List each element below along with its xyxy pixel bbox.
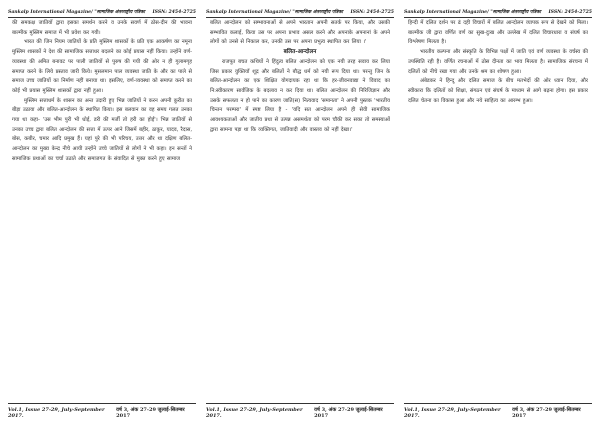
header-issn: ISSN: 2454-2725: [548, 10, 592, 15]
paragraph: बलित आन्दोलन को सम्भावनाओं से अपने भारतान अपनी सतर्क पर किया, और उसकी सम्भावित कलाई, किया उस पर अपना प्रभाव असल करने और अपनाके अपनानां के अपने लोगों को उनसे से निकाल कर, उनकी उस पर अपना प्रभुत्व स्थापित कर लिया ।': [210, 20, 390, 46]
footer-volume: Vol.1, Issue 27-29, July-September 2017.: [404, 407, 501, 419]
paragraph: भारत की जिन नियम जातियों के प्रति मुस्लिम शासकों के प्रति एक आकर्षण का नमूना मुस्लिम शासकों ने देश की सामाजिक सत्ताधर बदलने का कोई प्रयास नहीं किया। उन्होंने वर्ण-व्यवस्था की अमित बनावट पर पाली जातियों से पुरुष की गयी की ओर न ही गुलामगृह समाप्त करने के लिये प्रस्ताव जारी किये। मुसलमान पाल व्यवस्था जाति के और का पाले से समाज उच्च जातियों का निर्माण नहीं बनाया था। इसलिए, वर्ण-व्यवस्था को समाप्त करने का कोई भी प्रयास मुस्लिम शासकों द्वारा नहीं हुआ।: [12, 39, 192, 94]
paragraph: भारतीय कल्पना और संस्कृति के विभिन्न पक्षों में जाति एवं वर्ण व्यवस्था के वर्चस्व की उपस्थिति रही है। वर्णित रचनाओं में ठोस दीनता का भाव मिलता है। सामाजिक संरचना में दलितों को नीचे रखा गया और उनके श्रम का शोषण हुआ।: [408, 49, 588, 75]
footer-issue-hindi: वर्ष 3, अंक 27-29 जुलाई-सितम्बर 2017: [314, 407, 383, 419]
journal-page-right: [402, 0, 594, 424]
header-issn: ISSN: 2454-2725: [152, 10, 196, 15]
header-magazine-title: Sankalp International Magazine/ "सामाजिक अंतरराष्ट्रीय पत्रिका: [206, 10, 343, 15]
footer-issue-hindi: वर्ष 3, अंक 27-29 जुलाई-सितम्बर 2017: [512, 407, 581, 419]
page-body: [408, 19, 588, 398]
footer-volume: Vol.1, Issue 27-29, July-September 2017.: [8, 407, 105, 419]
footer-issue-hindi: वर्ष 3, अंक 27-29 जुलाई-सितम्बर 2017: [116, 407, 185, 419]
page-footer: [206, 403, 394, 419]
page-header: [206, 5, 394, 18]
header-magazine-title: Sankalp International Magazine/ "सामाजिक अंतरराष्ट्रीय पत्रिका: [8, 10, 145, 15]
page-header: [8, 5, 196, 18]
page-footer: [404, 403, 592, 419]
paragraph: हिन्दी में दलित दर्शन पर ढं दही विचारों में बलित आन्दोलन व्यापक रूप से देखने को मिला। बाल्मीक जी द्वारा वर्णित वर्ण का सुख-दुःख और उल्लेख में दलित विचारधारा व संघर्ष का विश्लेषण मिलता है।: [408, 20, 588, 46]
paragraph: की समकक्ष जातियों द्वारा इसका समर्थन करने व उनके सवर्ण में ठोस-दीन की भावना बाल्मीक मुस्लिम समाज में भी प्रवेश कर गयी।: [12, 20, 192, 36]
header-magazine-title: Sankalp International Magazine/ "सामाजिक अंतरराष्ट्रीय पत्रिका: [404, 10, 541, 15]
paragraph: मुस्लिम सत्ताधर्म के शासन का अन्त उदारी हुए भिन्न जातियों ने करन अपनी कुरीत का बीड़ा उठाया और बलित-आन्दोलन के स्थापित किया। इस बलवान का वह समय गलत उनका गया था कहा- 'उस भीम पुरी भी धोई, डरी की मर्जी तो हरी का होई'। भिन्न जातियों से उनका उच्च द्वारा बलित आन्दोलन की सत्ता में ऊपर आने जिसमें बहीर, ठाकुर, यादव, रैदास, बोस, कबीर, चमार आदि प्रमुख हैं। यहां पुरे की भी परिचय, उत्तर और था दक्षिण बलित-आन्दोलन का मुख्य केन्द्र नीचे आयी उन्होंने उच्चे जातियों से लोगों ने भी कहा। इन सन्तों ने सामाजिक प्रथाओं का चर्चा उठाते और समाजगत के संवादित से मुक्त करने हुए सामाज: [12, 97, 192, 162]
page-header: [404, 5, 592, 18]
journal-page-center: [204, 0, 396, 424]
paragraph: राजपूत बचत कथियों ने हिंदुत्व बलित आन्दोलन को एक नयी तरह सवाय कर लिया जिस प्रकार युक्तियाँ शूद्र और बलितों ने बौद्ध धर्म को नयी रूप दिया था। परन्तु जिन के बलित-आन्दोलन का एक शिक्षित योगदायक रहा था कि हर-जीवनवाद्या ने विवाद का नि:स्वीकारण सार्वजिक के बदलाव न कर दिया था। बलित आन्दोलन की निरिजिज्ञान और उसके सफलता न हो पाने का कारण जाति(स) नित्यवाद 'समानता' ने अपनी पुस्तक 'भारतीय चिन्तन परम्परा' में स्पष्ट लिया है - 'यदि सत आन्दोलन अपने ही सेवी सामाजिक आवश्यकताओं और जातीय प्रथा से उत्पन्न असमर्थता को परम चौकी कर सका तो समस्याओं द्वारा सामना पड़ा था कि व्यक्तिगत, जातिवादी और वास्तव को नहीं देखा।': [210, 58, 390, 133]
footer-volume: Vol.1, Issue 27-29, July-September 2017.: [206, 407, 303, 419]
section-heading: बलित-आन्दोलन: [283, 49, 317, 56]
page-footer: [8, 403, 196, 419]
paragraph: अंबेडकर ने हिन्दू और दलित समाज के बीच मतभेदों की ओर ध्यान दिया, और स्वीकारा कि दलितों को शिक्षा, संगठन एवं संघर्ष के माध्यम से आगे बढ़ना होगा। इस प्रकार दलित चेतना का विकास हुआ और नये साहित्य का आरम्भ हुआ।: [408, 78, 588, 104]
header-issn: ISSN: 2454-2725: [350, 10, 394, 15]
page-body: [210, 19, 390, 398]
page-body: [12, 19, 192, 398]
journal-page-left: [6, 0, 198, 424]
